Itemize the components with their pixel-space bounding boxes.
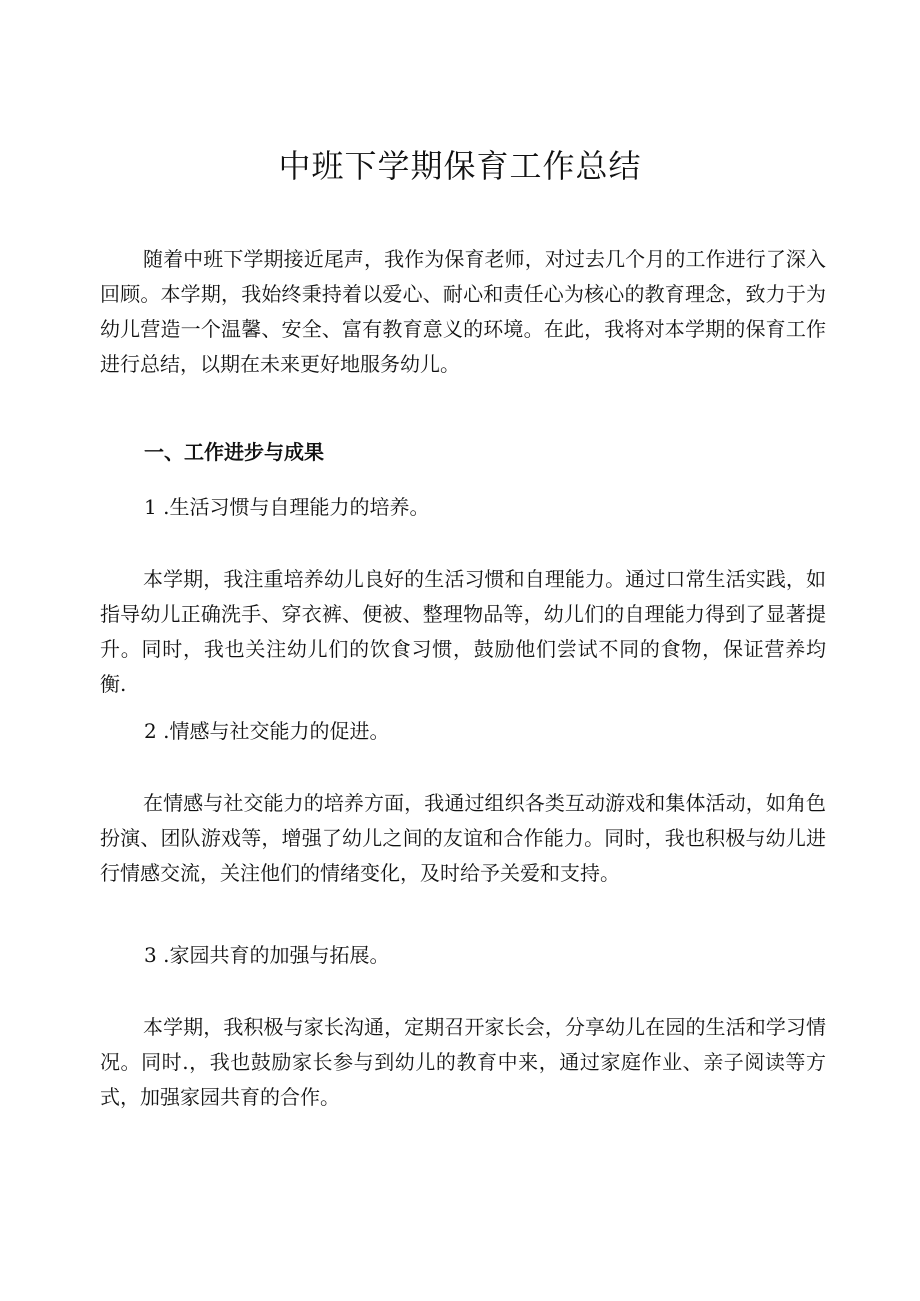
document-title: 中班下学期保育工作总结 <box>278 147 642 185</box>
item-body-3: 本学期，我积极与家长沟通，定期召开家长会，分享幼儿在园的生活和学习情况。同时.，我也鼓励家长参与到幼儿的教育中来，通过家庭作业、亲子阅读等方式，加强家园共育的合作。 <box>100 1015 826 1109</box>
item-heading-3: 3 .家园共育的加强与拓展。 <box>144 943 390 967</box>
intro-paragraph: 随着中班下学期接近尾声，我作为保育老师，对过去几个月的工作进行了深入回顾。本学期，我始终秉持着以爱心、耐心和责任心为核心的教育理念，致力于为幼儿营造一个温馨、安全、富有教育意义的环境。在此，我将对本学期的保育工作进行总结，以期在未来更好地服务幼儿。 <box>100 247 826 376</box>
item-body-1: 本学期，我注重培养幼儿良好的生活习惯和自理能力。通过口常生活实践，如指导幼儿正确洗手、穿衣裤、便被、整理物品等，幼儿们的自理能力得到了显著提升。同时，我也关注幼儿们的饮食习惯，鼓励他们尝试不同的食物，保证营养均衡. <box>100 567 826 696</box>
item-body-2: 在情感与社交能力的培养方面，我通过组织各类互动游戏和集体活动，如角色扮演、团队游戏等，增强了幼儿之间的友谊和合作能力。同时，我也积极与幼儿进行情感交流，关注他们的情绪变化，及时给予关爱和支持。 <box>100 791 826 885</box>
section-heading: 一、工作进步与成果 <box>144 440 324 464</box>
item-heading-1: 1 .生活习惯与自理能力的培养。 <box>144 495 430 519</box>
item-heading-2: 2 .情感与社交能力的促进。 <box>144 719 390 743</box>
